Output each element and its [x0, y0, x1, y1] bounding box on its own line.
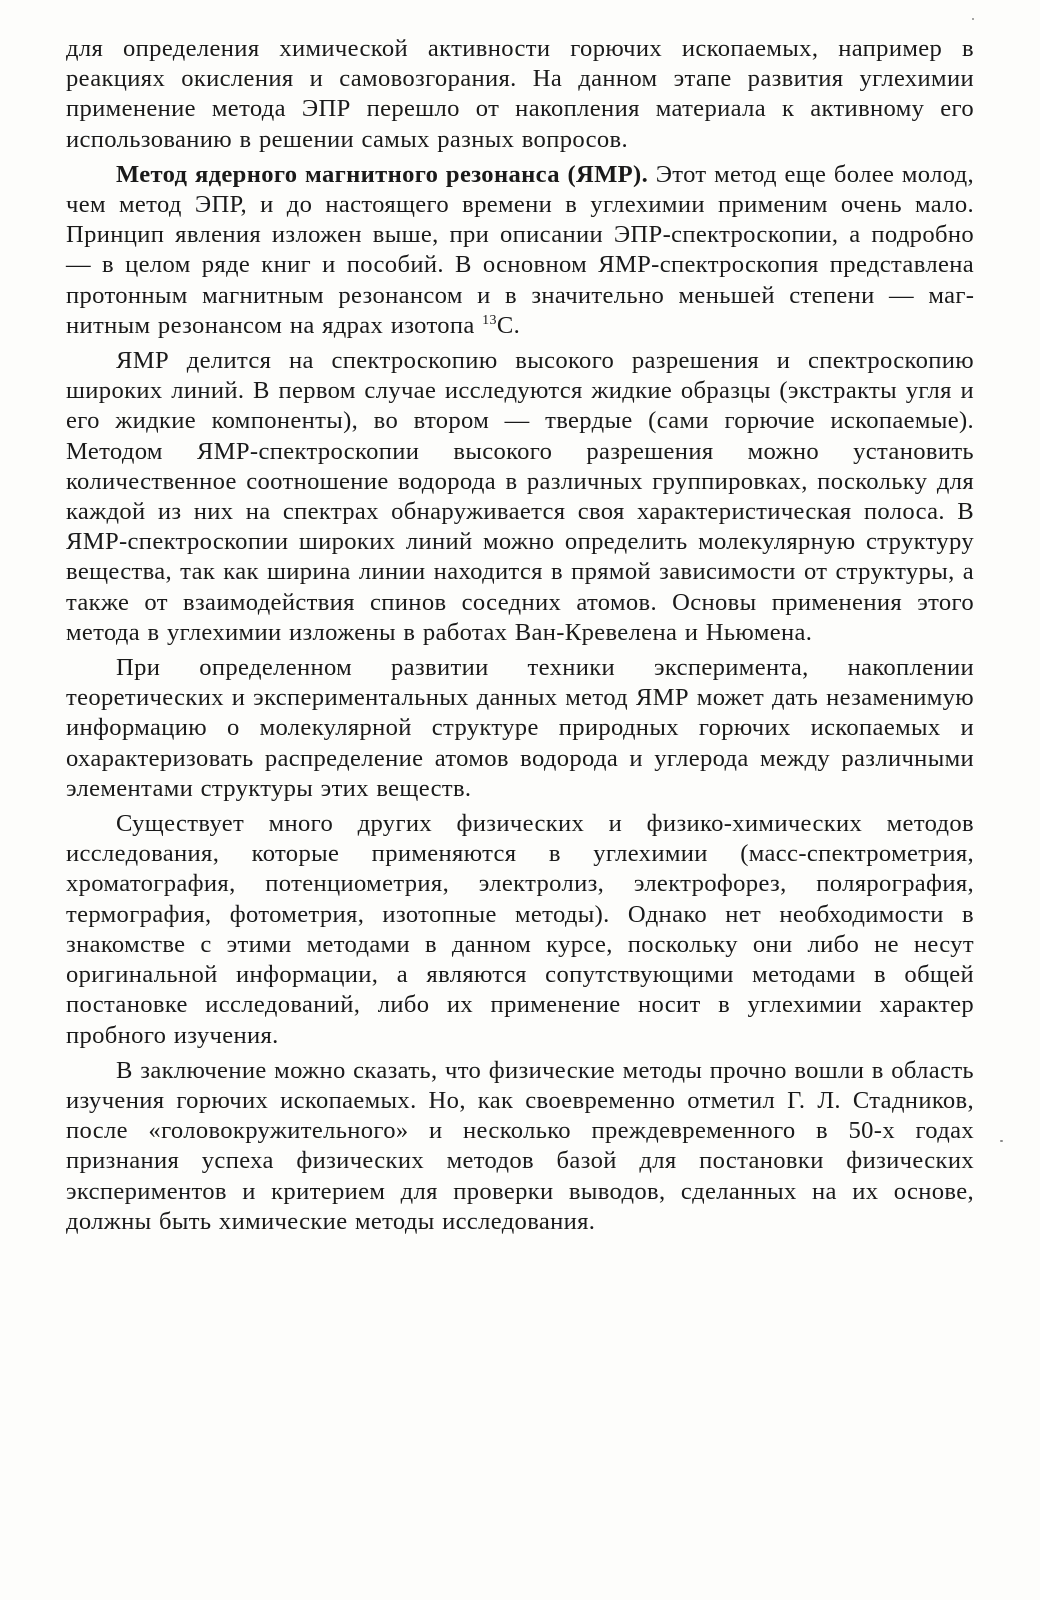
paragraph-nmr-method [66, 160, 974, 341]
scan-speck [972, 18, 974, 20]
text-column [66, 34, 974, 1237]
paragraph-epr-continuation: для определения химической активности горючих ископаемых, например в реакциях окисления и самовозгорания. На данном этапе развития углехимии применение метода ЭПР перешло от накопления материала к активному его использованию в решении самых разных вопросов. [66, 35, 974, 153]
paragraph-conclusion: В заключение можно сказать, что физические методы прочно вошли в область изучения горючих ископаемых. Но, как своевременно отметил Г. Л. Стадников, после «головокружительного» и несколько преждевременного в 50-х годах признания успеха физических методов базой для постановки физических экспериментов и критерием для проверки выводов, сделанных на их основе, должны быть химические методы исследования. [66, 1056, 974, 1235]
isotope-symbol: С. [496, 311, 521, 339]
scan-speck [1000, 1140, 1003, 1142]
paragraph-nmr-resolution: ЯМР делится на спектроскопию высокого разрешения и спектроскопию широких линий. В первом случае исследуются жидкие образцы (экстракты угля и его жидкие компоненты), во втором — твердые (сами горючие ископаемые). Методом ЯМР-спектроскопии высокого разрешения можно установить количественное соотношение водорода в различных группировках, поскольку для каждой из них на спектрах обнаруживается своя характеристическая полоса. В ЯМР-спектроскопии широких линий можно определить молекулярную структуру вещества, так как ширина линии находится в прямой зависимости от структуры, а также от взаимодействия спинов соседних атомов. Основы применения этого метода в углехимии изложены в работах Ван-Кревелена и Ньюмена. [66, 347, 974, 646]
nmr-method-heading: Метод ядерного магнитного резонанса (ЯМР). [116, 160, 649, 188]
nmr-method-body: Этот метод еще более молод, чем метод ЭПР, и до настоящего времени в углехимии применим очень мало. Принцип явления изложен выше, при описании ЭПР-спектроскопии, а подробно — в целом ряде книг и пособий. В основном ЯМР-спектроскопия представлена протонным магнитным резонансом и в значительно меньшей степени — магнитным резонансом на ядрах изотопа [66, 160, 975, 339]
paragraph-nmr-prospects: При определенном развитии техники эксперимента, накоплении теоретических и экспериментальных данных метод ЯМР может дать незаменимую информацию о молекулярной структуре природных горючих ископаемых и охарактеризовать распределение атомов водорода и углерода между различными элементами структуры этих веществ. [66, 654, 974, 802]
isotope-mass-number: 13 [482, 312, 497, 328]
paragraph-other-methods: Существует много других физических и физико-химических методов исследования, которые применяются в углехимии (масс-спектрометрия, хроматография, потенциометрия, электролиз, электрофорез, полярография, термография, фотометрия, изотопные методы). Однако нет необходимости в знакомстве с этими методами в данном курсе, поскольку они либо не несут оригинальной информации, а являются сопутствующими методами в общей постановке исследований, либо их применение носит в углехимии характер пробного изучения. [66, 810, 974, 1049]
